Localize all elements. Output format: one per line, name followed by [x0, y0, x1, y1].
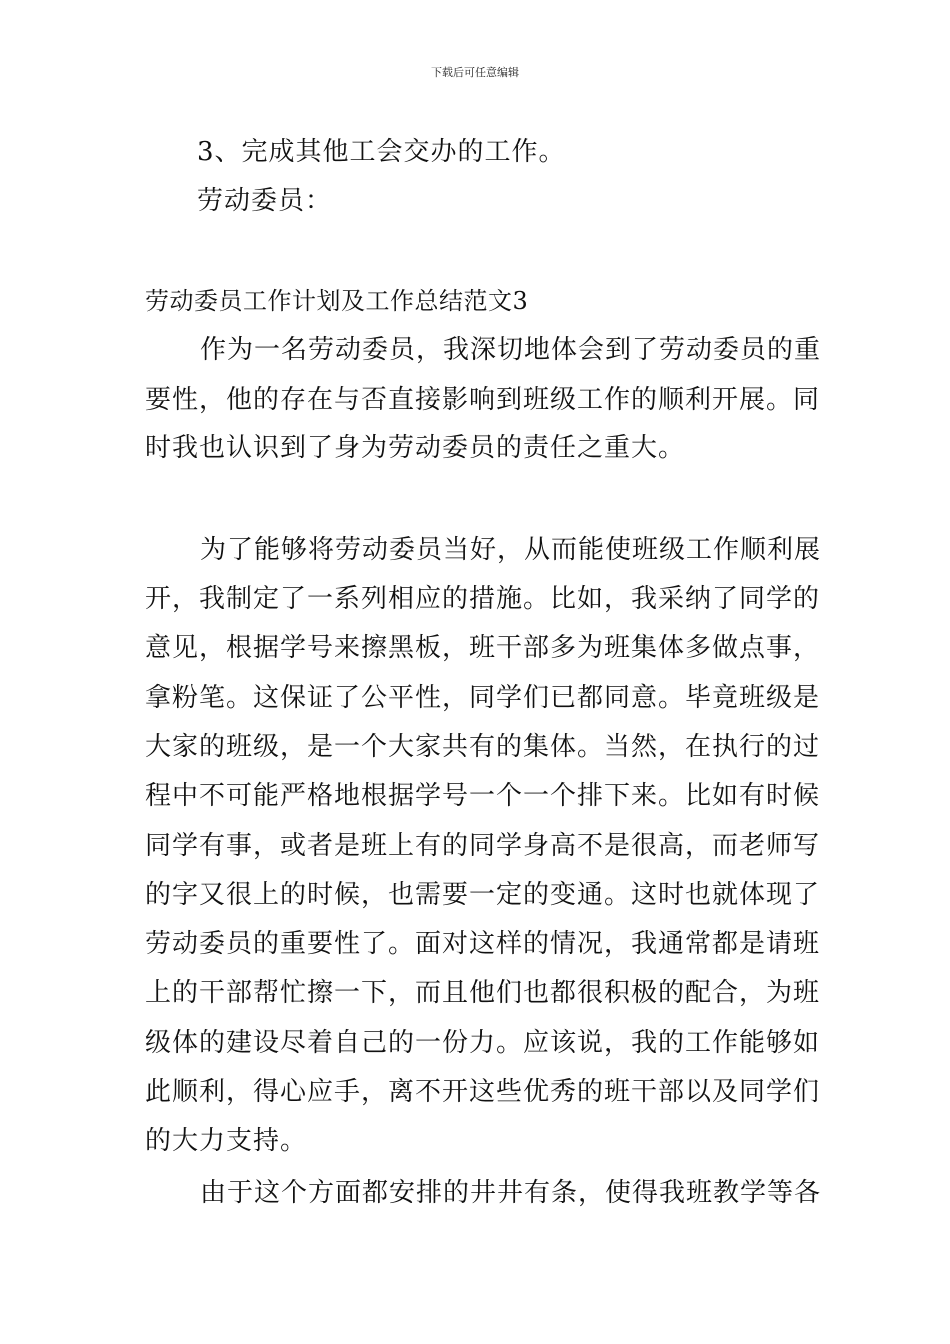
paragraph-line: 拿粉笔。这保证了公平性，同学们已都同意。毕竟班级是: [145, 683, 821, 713]
paragraph-line: 开，我制定了一系列相应的措施。比如，我采纳了同学的: [145, 584, 821, 614]
paragraph-line: 级体的建设尽着自己的一份力。应该说，我的工作能够如: [145, 1028, 821, 1058]
paragraph-line: 由于这个方面都安排的井井有条，使得我班教学等各: [200, 1178, 822, 1208]
paragraph-line: 为了能够将劳动委员当好，从而能使班级工作顺利展: [200, 535, 822, 565]
paragraph-line: 劳动委员：: [197, 186, 333, 216]
paragraph-line: 要性，他的存在与否直接影响到班级工作的顺利开展。同: [145, 385, 821, 415]
paragraph-line: 的大力支持。: [145, 1126, 308, 1156]
paragraph-line: 此顺利，得心应手，离不开这些优秀的班干部以及同学们: [145, 1077, 821, 1107]
paragraph-line: 上的干部帮忙擦一下，而且他们也都很积极的配合，为班: [145, 978, 821, 1008]
paragraph-line: 意见，根据学号来擦黑板，班干部多为班集体多做点事，: [145, 633, 821, 663]
paragraph-line: 劳动委员的重要性了。面对这样的情况，我通常都是请班: [145, 929, 821, 959]
paragraph-line: 3、完成其他工会交办的工作。: [197, 137, 566, 167]
paragraph-line: 作为一名劳动委员，我深切地体会到了劳动委员的重: [200, 335, 822, 365]
paragraph-line: 同学有事，或者是班上有的同学身高不是很高，而老师写: [145, 831, 821, 861]
paragraph-line: 程中不可能严格地根据学号一个一个排下来。比如有时候: [145, 781, 821, 811]
page-header: 下载后可任意编辑: [431, 66, 519, 79]
paragraph-line: 大家的班级，是一个大家共有的集体。当然，在执行的过: [145, 732, 821, 762]
paragraph-line: 的字又很上的时候，也需要一定的变通。这时也就体现了: [145, 880, 821, 910]
section-heading: 劳动委员工作计划及工作总结范文3: [145, 287, 529, 315]
paragraph-line: 时我也认识到了身为劳动委员的责任之重大。: [145, 433, 686, 463]
